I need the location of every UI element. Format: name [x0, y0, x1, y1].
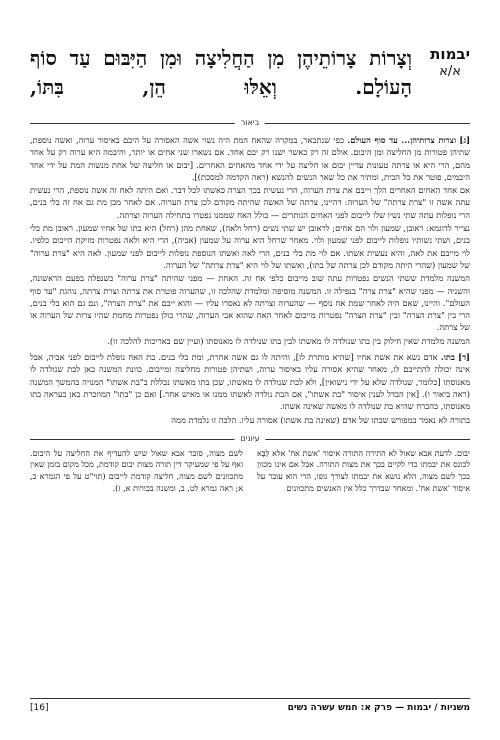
- page-body: [30, 44, 470, 494]
- iyunim-label: עיונים: [234, 432, 265, 446]
- paragraph-text: כפי שנתבאר, במקרה שהאח המת היה נשוי אשה האסורה על היבם באיסור ערוה, ואשה נוספת, שתיהן פטורות מן החליצה ומן היבום. אולם זה רק כאשר ישנו רק יבם אחד. אם נשארו שני אחים או יותר, והיבמה היא ערוה רק על אחד מהם, הרי היא או צרתה טעונות עדיין יבום או חליצה על ידי אחד מהאחים האחרים. [יבום או חליצה של אחת מנשות המת על ידי אחד היבמים, פוטר את כל הבית, ומתיר את כל שאר הנשים להנשא (ראה הקדמה למסכת)].: [30, 135, 470, 182]
- paragraph-text: אם אחד האחים האחרים הלך וייבם את צרת הערוה, הרי נעשית בכך הצרה כאשתו לכל דבר. ואם היתה לאח זה אשה נוספת, הרי נעשית עתה אשה זו "צרת צרתה" של הערוה: דהיינו, צרתה של האשה שהיתה מקודם לכן צרת הערוה. אם לאחר מכן מת גם אח זה בלי בנים, הרי נופלות עתה שתי נשיו שלו לייבום לפני האחים הנותרים — כולל האח שממנו נפטרו בתחילה הערוה וצרתה.: [30, 185, 470, 220]
- commentary-divider: [30, 116, 470, 130]
- mishnah-text: וְצָרוֹת צָרוֹתֵיהֶן מִן הַחֲלִיצָה וּמִן הַיִּבּוּם עַד סוֹף הָעוֹלָם. וְאֵלּוּ הֵן, בִּתּוֹ,: [30, 46, 412, 99]
- commentary: [30, 134, 470, 426]
- iyunim-notes: [30, 448, 470, 494]
- commentary-paragraph: [30, 184, 470, 221]
- paragraph-marker: [ד]: [458, 352, 470, 363]
- iyunim-column-right: יבום. לדעת אבא שאול לא התירה התורה איסור 'אשת אח' אלא לַבָּא לכונס את יבמתו כדי לקיים בכך את מצות התורה. אבל אם אינו מכוון בכך לשם מצוה, הלא נושא את יבמתו לצורך גופו, הרי הוא עובר על איסור 'אשת אח'. ומאחר שבדרך כלל אין האנשים מתכוונים: [257, 448, 470, 493]
- dibur-hamatchil: וצרות צרותיהן... עד סוף העולם.: [347, 135, 457, 145]
- tractate-label: [430, 46, 470, 80]
- chapter-mishnah: א/א: [439, 64, 461, 79]
- commentary-paragraph: [30, 134, 470, 183]
- paragraph-text: נצייר לדוגמא: ראובן, שמעון ולוי הם אחים; לראובן יש שתי נשים (רחל ולאה), שאחת מהן (רחל) היא בתו של אחיו שמעון. ראובן מת בלי בנים, ושתי נשותיו נופלות לייבום לפני שמעון ולוי. מאחר שרחל היא ערוה על שמעון (אביה), הרי היא ולאה נפטרות מזיקת הייבום כלפיו. לוי מייבם את לאה, והיא נעשית אשתו. אם לוי מת בלי בנים, הרי לאה ואשתו הנוספת נופלות לייבום לפני שמעון. לאה היא "צרת ערוה" של שמעון (שהרי היתה מקודם לכן צרתה של בתו), ואשתו של לוי היא "צרת צרתה" של הערוה.: [30, 223, 470, 270]
- paragraph-text: המשנה מלמדת ששתי הנשים נפטרות עתה שוב מייבום כלפי אח זה. האחת — מפני שהיתה "צרת ערוה" כשנפלה בפעם הראשונה, והשניה — מפני שהיא "צרת צרה" בנפילה זו. המשנה מוסיפה ומלמדת שהלכה זו, שהערוה פוטרת את צרתה וצרת צרתה, נוהגת "עד סוף העולם". והיינו, שאם היה לאחר שמת אח נוסף — שהערוה וצרתה לא נאסרו עליו — והוא ייבם את "צרת הצרה", ונם גם הוא בלי בנים, הרי בין "צרת הצרה" ובין "צרת הצרה" נפטרות מייבום לאחר האח שהוא אבי הערוה, שהרי כולן נפטרות מחמת שהיו צרות של הערוה או של צרתה.: [30, 273, 470, 333]
- paragraph-marker: [ג]: [459, 135, 470, 145]
- tractate-name: יבמות: [430, 45, 470, 63]
- paragraph-text: אדם נשא את אשת אחיו [שהיא מותרת לו], והיתה לו גם אשה אחרת, ומת בלי בנים. בת האח נופלת לייבום לפני אביה, אבל אינה יכולה להתייבם לו, מאחר שהיא אסורה עליו באיסור ערוה, ושתיהן פטורות מחליצה ומייבום. כוונת המשנה כאן לבת שנולדה לו מאנוסתו [כלומר, שנולדה שלא על ידי נישואין], ולא לבת שנולדה לו מאשתו, שכן בתו מאשתו נכללת ב"בת אשתו" המנויה בהמשך המשנה (ראה ביאור ו). [אין הבדל לענין איסור "בת אשתו", אם הבת נולדה לאשתו ממנו או מאיש אחר.] ואם כן "בתו" המוזכרת כאן כעראה בתו מאנוסתו, כהכרח שהיא בת שנולדה לו מאשה שאינה אשתו.: [30, 352, 470, 412]
- paragraph-text: בתורה לא נאמר במפורש שבתו של אדם (שאינה בת אשתו) אסורה עליו. הלכה זו נלמדת ממה: [171, 414, 470, 425]
- page-number: [16]: [30, 703, 49, 713]
- page-footer: [30, 698, 470, 713]
- commentary-label: ביאור: [235, 116, 265, 130]
- iyunim-divider: [30, 432, 470, 446]
- header-row: [30, 44, 470, 110]
- paragraph-text: המשנה מלמדת שאין חילוק בין בתו שנולדה לו מאשתו לבין בתו שנולדה לו מאנוסתו (ועיין שם באריכות להלכה זו).: [107, 335, 470, 346]
- running-title: משניות / יבמות — פרק א: חמש עשרה נשים: [287, 703, 470, 713]
- commentary-paragraph: [30, 414, 470, 426]
- commentary-paragraph: [30, 272, 470, 333]
- commentary-paragraph: [30, 335, 470, 347]
- dibur-hamatchil: בתו.: [440, 352, 455, 363]
- iyunim-column-left: לשם מצוה, סובר אבא שאול שיש להעדיף את החליצה על היבום. ואף על פי שמעיקר דין תורה מצות יבום קודמת, מכל מקום בזמן שאין מתכוונים לשם מצוה, חליצה קודמת לייבום (תוי"ט על פי הגמרא ב, א; ראה גמרא לט, ב, ומשנה בכורות א, ז).: [30, 448, 243, 493]
- commentary-paragraph: [30, 351, 470, 412]
- commentary-paragraph: [30, 222, 470, 271]
